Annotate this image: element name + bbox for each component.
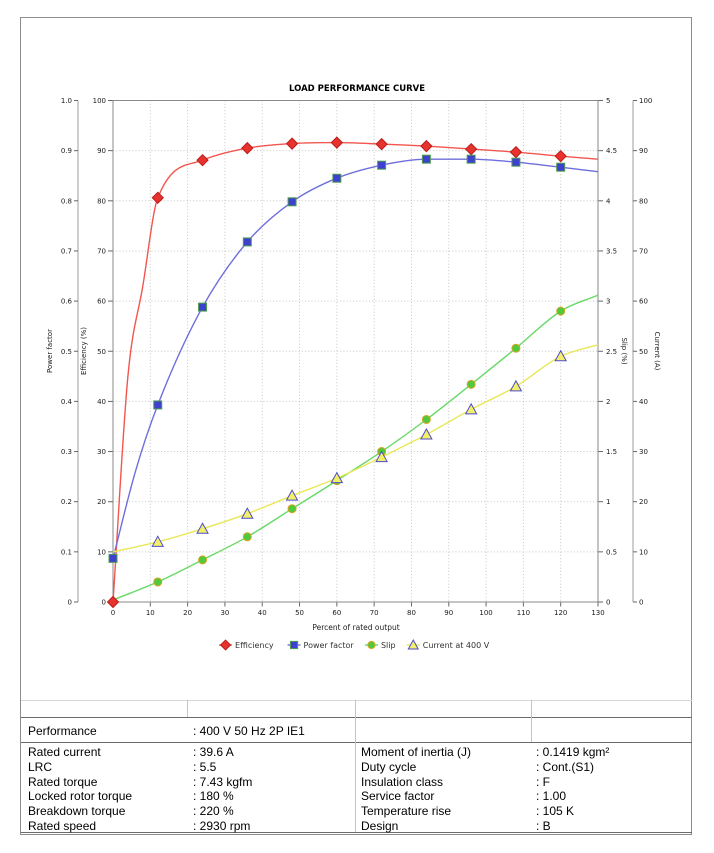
performance-value: : 400 V 50 Hz 2P IE1 xyxy=(193,724,305,738)
plot-border xyxy=(113,101,598,603)
series-slip-marker xyxy=(243,533,251,541)
series-power-factor-marker xyxy=(333,174,341,182)
series-power-factor-marker xyxy=(557,163,565,171)
series-slip-marker xyxy=(512,344,520,352)
current-tick-label: 60 xyxy=(639,297,648,306)
power-factor-tick-label: 0.2 xyxy=(60,498,72,507)
series-efficiency-marker xyxy=(287,138,298,149)
x-tick-label: 60 xyxy=(332,609,342,617)
legend-item-current-at-400-v xyxy=(407,640,490,650)
slip-tick-label: 3.5 xyxy=(606,247,618,256)
legend-item-efficiency xyxy=(219,640,274,650)
current-tick-label: 80 xyxy=(639,197,648,206)
power-factor-tick-label: 0.9 xyxy=(60,147,72,156)
slip-tick-label: 5 xyxy=(606,97,611,105)
series-power-factor-line xyxy=(113,159,598,558)
series-efficiency-marker xyxy=(242,143,253,154)
series-current-at-400-v-marker xyxy=(555,351,566,361)
slip-tick-label: 4.5 xyxy=(606,147,618,156)
series-efficiency-marker xyxy=(376,139,387,150)
legend-power-factor-label: Power factor xyxy=(303,641,354,650)
table-column-divider xyxy=(355,742,356,832)
x-axis-title: Percent of rated output xyxy=(312,623,400,632)
efficiency-tick-label: 40 xyxy=(97,397,106,406)
current-axis-title: Current (A) xyxy=(653,331,661,371)
series-efficiency-marker xyxy=(555,151,566,162)
series-current-at-400-v-marker xyxy=(421,429,432,439)
series-current-at-400-v-marker xyxy=(510,381,521,391)
series-efficiency-marker xyxy=(197,155,208,166)
power-factor-tick-label: 0.4 xyxy=(60,397,72,406)
series-slip-marker xyxy=(422,415,430,423)
table-column-divider xyxy=(355,717,356,742)
table-column-divider xyxy=(531,700,532,717)
x-tick-label: 70 xyxy=(369,609,379,617)
table-column-divider xyxy=(531,717,532,742)
performance-label: Performance xyxy=(28,724,97,738)
series-power-factor-marker xyxy=(512,158,520,166)
spec-value-right: : 105 K xyxy=(536,804,575,819)
spec-label-right: Design xyxy=(361,819,399,833)
series-slip-marker xyxy=(467,380,475,388)
efficiency-tick-label: 50 xyxy=(97,347,106,356)
legend-efficiency-label: Efficiency xyxy=(235,641,274,650)
current-tick-label: 20 xyxy=(639,498,648,507)
spec-value-right: : B xyxy=(536,819,551,833)
series-efficiency-marker xyxy=(421,141,432,152)
x-tick-label: 130 xyxy=(591,609,605,617)
legend-efficiency-marker xyxy=(221,640,231,650)
current-tick-label: 100 xyxy=(639,97,653,105)
spec-label-right: Temperature rise xyxy=(361,804,452,819)
series-efficiency-marker xyxy=(331,137,342,148)
spec-value-left: : 220 % xyxy=(193,804,234,819)
spec-value-right: : Cont.(S1) xyxy=(536,759,595,774)
x-tick-label: 100 xyxy=(479,609,493,617)
current-tick-label: 10 xyxy=(639,548,648,557)
slip-tick-label: 2.5 xyxy=(606,347,618,356)
series-slip-marker xyxy=(557,307,565,315)
power-factor-tick-label: 0.8 xyxy=(60,197,72,206)
slip-tick-label: 1.5 xyxy=(606,448,618,457)
slip-tick-label: 0 xyxy=(606,598,611,607)
x-tick-label: 120 xyxy=(554,609,568,617)
power-factor-tick-label: 1.0 xyxy=(60,97,72,105)
series-current-at-400-v-marker xyxy=(242,508,253,518)
series-efficiency-marker xyxy=(466,144,477,155)
series-slip-marker xyxy=(199,556,207,564)
power-factor-tick-label: 0.1 xyxy=(60,548,72,557)
spec-value-left: : 2930 rpm xyxy=(193,819,251,833)
chart-title: LOAD PERFORMANCE CURVE xyxy=(288,84,426,94)
efficiency-tick-label: 70 xyxy=(97,247,106,256)
series-efficiency-marker xyxy=(510,147,521,158)
series-efficiency-marker xyxy=(152,192,163,203)
x-tick-label: 50 xyxy=(295,609,304,617)
legend-power-factor-marker xyxy=(290,641,297,648)
power-factor-tick-label: 0.6 xyxy=(60,297,72,306)
x-tick-label: 10 xyxy=(145,609,155,617)
x-tick-label: 80 xyxy=(407,609,416,617)
efficiency-tick-label: 80 xyxy=(97,197,106,206)
efficiency-tick-label: 30 xyxy=(97,448,106,457)
efficiency-tick-label: 0 xyxy=(101,598,106,607)
current-tick-label: 70 xyxy=(639,247,648,256)
slip-axis-title: Slip (%) xyxy=(620,337,628,365)
series-current-at-400-v-line xyxy=(113,345,598,552)
series-slip-marker xyxy=(154,578,162,586)
series-slip-marker xyxy=(288,505,296,513)
current-tick-label: 30 xyxy=(639,448,648,457)
series-current-at-400-v-marker xyxy=(287,490,298,500)
spec-value-right: : F xyxy=(536,774,550,789)
spec-value-left: : 180 % xyxy=(193,789,234,804)
slip-tick-label: 0.5 xyxy=(606,548,618,557)
series-power-factor-marker xyxy=(378,161,386,169)
table-top-rule xyxy=(21,700,692,701)
x-tick-label: 90 xyxy=(444,609,454,617)
spec-value-left: : 5.5 xyxy=(193,759,217,774)
series-power-factor-marker xyxy=(422,155,430,163)
spec-label-left: Rated torque xyxy=(28,774,98,789)
spec-label-left: Rated speed xyxy=(28,819,97,833)
chart-legend xyxy=(219,640,490,650)
spec-label-right: Service factor xyxy=(361,789,435,804)
efficiency-tick-label: 20 xyxy=(97,498,106,507)
slip-tick-label: 3 xyxy=(606,297,611,306)
power-factor-tick-label: 0.3 xyxy=(60,448,72,457)
x-tick-label: 110 xyxy=(516,609,531,617)
x-tick-label: 30 xyxy=(220,609,230,617)
power-factor-tick-label: 0.7 xyxy=(60,247,72,256)
spec-label-right: Insulation class xyxy=(361,774,444,789)
spec-label-left: Breakdown torque xyxy=(28,804,126,819)
spec-label-right: Duty cycle xyxy=(361,759,417,774)
series-power-factor-marker xyxy=(199,303,207,311)
legend-item-power-factor xyxy=(288,641,355,650)
x-tick-label: 0 xyxy=(110,609,116,617)
spec-label-left: Locked rotor torque xyxy=(28,789,133,804)
power-factor-tick-label: 0 xyxy=(67,598,72,607)
current-tick-label: 0 xyxy=(639,598,644,607)
series-efficiency-line xyxy=(113,143,598,602)
table-bottom-rule xyxy=(21,832,692,833)
spec-label-right: Moment of inertia (J) xyxy=(361,745,472,759)
table-mid-rule xyxy=(21,742,692,743)
x-tick-label: 40 xyxy=(257,609,267,617)
table-header-rule xyxy=(21,717,692,718)
slip-tick-label: 2 xyxy=(606,397,611,406)
current-tick-label: 50 xyxy=(639,347,648,356)
spec-value-left: : 39.6 A xyxy=(193,745,234,759)
series-power-factor-marker xyxy=(467,155,475,163)
series-power-factor-marker xyxy=(154,401,162,409)
series-power-factor-marker xyxy=(243,238,251,246)
table-column-divider xyxy=(187,700,188,717)
table-column-divider xyxy=(355,700,356,717)
efficiency-tick-label: 60 xyxy=(97,297,106,306)
efficiency-axis-title: Efficiency (%) xyxy=(80,326,88,376)
series-power-factor-marker xyxy=(288,198,296,206)
efficiency-tick-label: 90 xyxy=(97,147,106,156)
legend-slip-label: Slip xyxy=(380,641,396,650)
spec-value-right: : 1.00 xyxy=(536,789,567,804)
spec-value-left: : 7.43 kgfm xyxy=(193,774,253,789)
spec-label-left: LRC xyxy=(28,759,53,774)
series-power-factor-marker xyxy=(109,554,117,562)
slip-tick-label: 4 xyxy=(606,197,611,206)
current-tick-label: 40 xyxy=(639,397,648,406)
legend-slip-marker xyxy=(368,641,375,648)
efficiency-tick-label: 100 xyxy=(92,97,106,105)
spec-value-right: : 0.1419 kgm² xyxy=(536,745,610,759)
legend-item-slip xyxy=(365,641,396,650)
x-tick-label: 20 xyxy=(183,609,193,617)
power-factor-axis-title: Power factor xyxy=(46,329,54,373)
series-current-at-400-v-marker xyxy=(466,404,477,414)
current-tick-label: 90 xyxy=(639,147,648,156)
legend-current-at-400-v-label: Current at 400 V xyxy=(422,641,490,650)
power-factor-tick-label: 0.5 xyxy=(60,347,72,356)
efficiency-tick-label: 10 xyxy=(97,548,106,557)
slip-tick-label: 1 xyxy=(606,498,611,507)
spec-label-left: Rated current xyxy=(28,745,101,759)
